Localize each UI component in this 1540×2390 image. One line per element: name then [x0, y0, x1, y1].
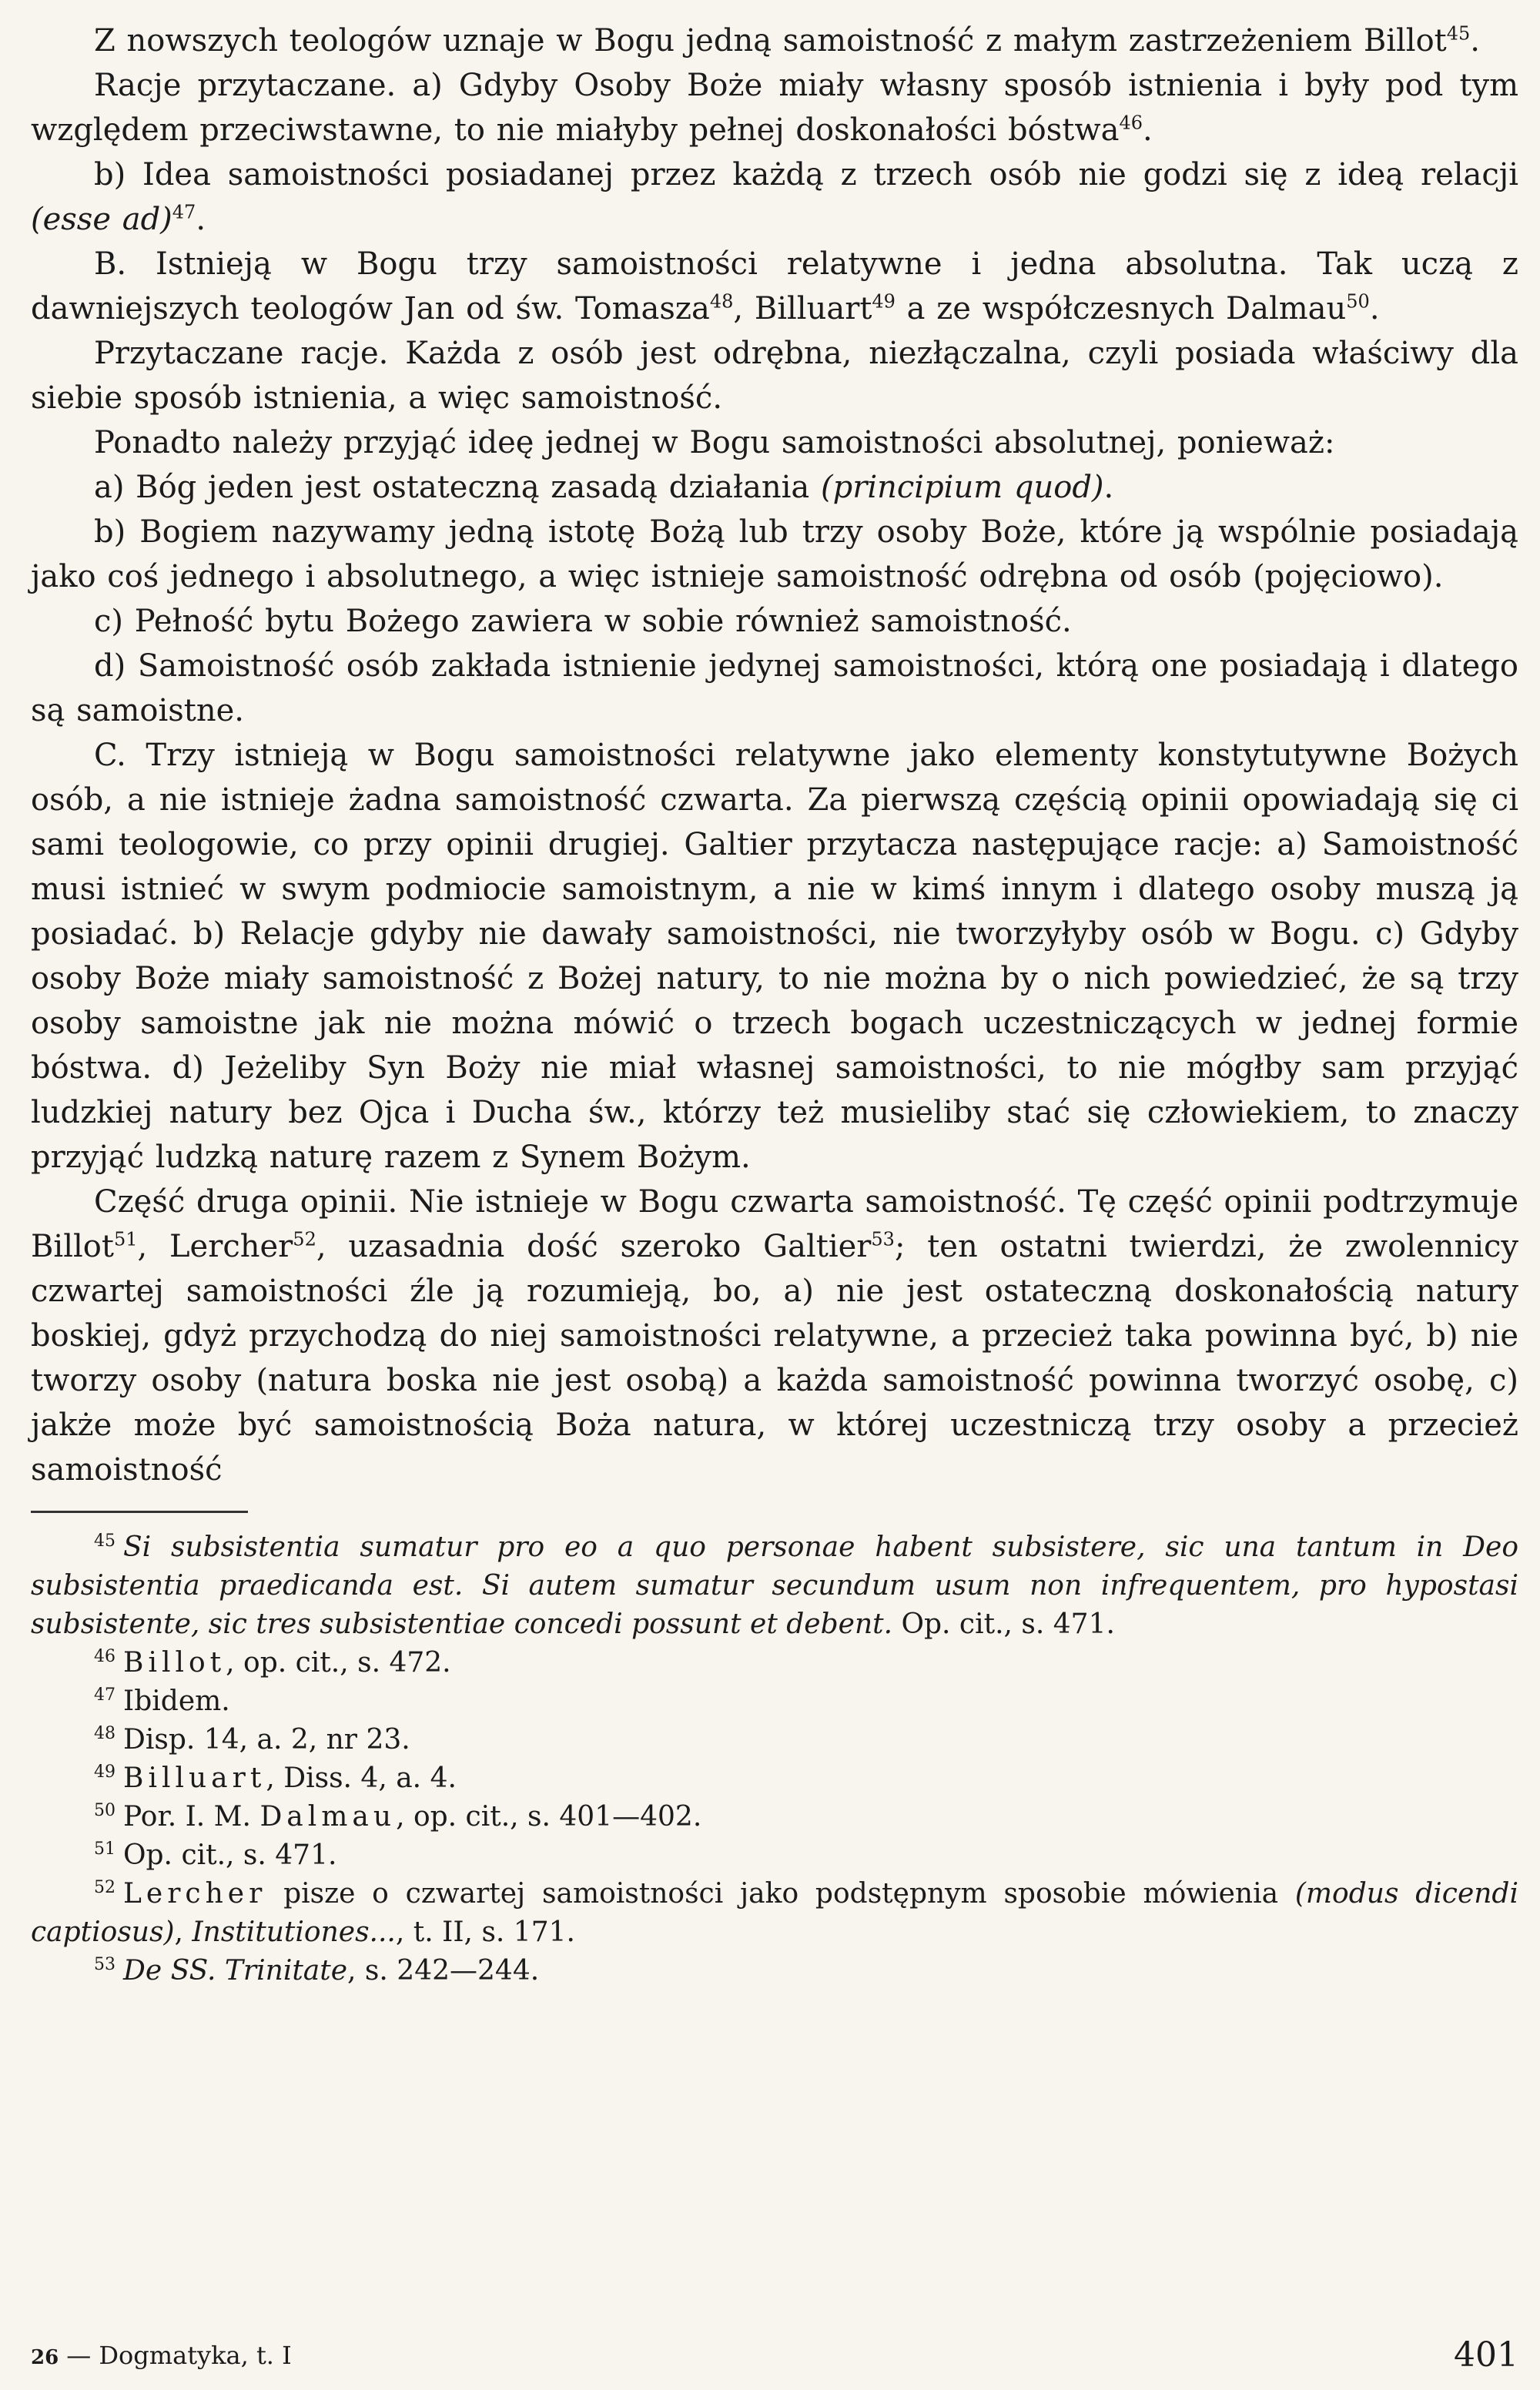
footnote-separator — [31, 1511, 248, 1513]
footnote-ref: 51 — [113, 1228, 138, 1250]
body-text — [31, 18, 1518, 1492]
italic-run: Si subsistentia sumatur pro eo a quo personae habent subsistere, sic una tantum in Deo subsistentia praedicanda est. Si autem sumatur secundum usum non infrequentem, pro hypostasi subsistente, sic tres subsistentiae concedi possunt et debent. — [31, 1531, 1518, 1640]
text-run: , op. cit., s. 472. — [226, 1647, 451, 1679]
footnote — [31, 1875, 1518, 1952]
paragraph — [31, 63, 1518, 152]
paragraph — [31, 599, 1518, 644]
paragraph — [31, 18, 1518, 63]
text-run: Część druga opinii. Nie istnieje w Bogu czwarta samoistność. Tę część opinii podtrzymuje Billot — [31, 1184, 1518, 1264]
text-run: . — [1470, 23, 1481, 59]
footnote-number: 49 — [94, 1762, 116, 1782]
footnote — [31, 1528, 1518, 1644]
text-run: , Lercher — [137, 1229, 293, 1264]
text-run: , Billuart — [733, 291, 872, 326]
italic-run: (principium quod) — [820, 470, 1104, 505]
footnote-number: 53 — [94, 1955, 116, 1974]
text-run: Ibidem. — [123, 1685, 230, 1717]
footnote-ref: 50 — [1346, 290, 1370, 313]
paragraph — [31, 644, 1518, 733]
footnote-ref: 52 — [293, 1228, 316, 1250]
text-run: Ponadto należy przyjąć ideę jednej w Bogu samoistności absolutnej, ponieważ: — [94, 425, 1335, 460]
text-run: Op. cit., s. 471. — [892, 1608, 1115, 1640]
printer-signature — [31, 2341, 292, 2370]
italic-run: Institutiones... — [192, 1916, 396, 1948]
text-run: ; ten ostatni twierdzi, że zwolennicy czwartej samoistności źle ją rozumieją, bo, a) nie jest ostateczną doskonałością natury boskiej, gdyż przychodzą do niej samoistności relatywne, a przecież taka powinna być, b) nie tworzy osoby (natura boska nie jest osobą) a każda samoistność powinna tworzyć osobę, c) jakże może być samoistnością Boża natura, w której uczestniczą trzy osoby a przecież samoistność — [31, 1229, 1518, 1488]
footnote — [31, 1759, 1518, 1798]
text-run: , s. 242—244. — [347, 1955, 540, 1987]
text-run: Racje przytaczane. a) Gdyby Osoby Boże miały własny sposób istnienia i były pod tym względem przeciwstawne, to nie miałyby pełnej doskonałości bóstwa — [31, 68, 1518, 148]
author-name: Billuart — [123, 1762, 266, 1794]
footnote-ref: 49 — [872, 290, 896, 313]
author-name: Lercher — [123, 1878, 267, 1910]
footnote-number: 52 — [94, 1878, 116, 1897]
text-run: . — [1142, 112, 1153, 148]
author-name: Billot — [123, 1647, 226, 1679]
text-run: , op. cit., s. 401—402. — [396, 1801, 702, 1833]
footnote-number: 46 — [94, 1647, 116, 1666]
text-run: . — [1369, 291, 1380, 326]
paragraph — [31, 465, 1518, 510]
text-run: , Diss. 4, a. 4. — [266, 1762, 457, 1794]
text-run: Por. I. M. — [123, 1801, 260, 1833]
page-number: 401 — [1454, 2335, 1518, 2375]
paragraph — [31, 420, 1518, 465]
text-run: , — [174, 1916, 192, 1948]
italic-run: (esse ad) — [31, 202, 172, 237]
signature-text: — Dogmatyka, t. I — [66, 2341, 292, 2370]
text-run: a ze współczesnych Dalmau — [895, 291, 1347, 326]
footnote-ref: 48 — [709, 290, 734, 313]
footnote-number: 50 — [94, 1801, 116, 1820]
footnote — [31, 1721, 1518, 1759]
footnote-ref: 47 — [172, 201, 196, 223]
paragraph — [31, 510, 1518, 599]
text-run: B. Istnieją w Bogu trzy samoistności relatywne i jedna absolutna. Tak uczą z dawniejszych teologów Jan od św. Tomasza — [31, 246, 1518, 326]
text-run: c) Pełność bytu Bożego zawiera w sobie również samoistność. — [94, 604, 1072, 639]
footnote-ref: 45 — [1446, 22, 1471, 45]
text-run: a) Bóg jeden jest ostateczną zasadą działania — [94, 470, 821, 505]
paragraph — [31, 152, 1518, 242]
italic-run: De SS. Trinitate — [123, 1955, 348, 1987]
text-run: Z nowszych teologów uznaje w Bogu jedną samoistność z małym zastrzeżeniem Billot — [94, 23, 1447, 59]
text-run: , uzasadnia dość szeroko Galtier — [316, 1229, 872, 1264]
paragraph — [31, 733, 1518, 1180]
paragraph — [31, 331, 1518, 420]
footnote — [31, 1644, 1518, 1682]
text-run: pisze o czwartej samoistności jako podstępnym sposobie mówienia — [266, 1878, 1295, 1910]
text-run: b) Idea samoistności posiadanej przez każdą z trzech osób nie godzi się z ideą relacji — [94, 157, 1518, 192]
signature-number: 26 — [31, 2346, 59, 2369]
footnotes — [31, 1528, 1518, 1990]
footnote-number: 51 — [94, 1839, 116, 1859]
paragraph — [31, 242, 1518, 331]
text-run: . — [1103, 470, 1114, 505]
footnote-ref: 46 — [1119, 112, 1143, 134]
footnote-number: 47 — [94, 1685, 116, 1705]
text-run: b) Bogiem nazywamy jedną istotę Bożą lub trzy osoby Boże, które ją wspólnie posiadają jako coś jednego i absolutnego, a więc istnieje samoistność odrębna od osób (pojęciowo). — [31, 514, 1518, 594]
footnote — [31, 1682, 1518, 1721]
text-run: C. Trzy istnieją w Bogu samoistności relatywne jako elementy konstytutywne Bożych osób, a nie istnieje żadna samoistność czwarta. Za pierwszą częścią opinii opowiadają się ci sami teologowie, co przy opinii drugiej. Galtier przytacza następujące racje: a) Samoistność musi istnieć w swym podmiocie samoistnym, a nie w kimś innym i dlatego osoby muszą ją posiadać. b) Relacje gdyby nie dawały samoistności, nie tworzyłyby osób w Bogu. c) Gdyby osoby Boże miały samoistność z Bożej natury, to nie można by o nich powiedzieć, że są trzy osoby samoistne jak nie można mówić o trzech bogach uczestniczących w jednej formie bóstwa. d) Jeżeliby Syn Boży nie miał własnej samoistności, to nie mógłby sam przyjąć ludzkiej natury bez Ojca i Ducha św., którzy też musieliby stać się człowiekiem, to znaczy przyjąć ludzką naturę razem z Synem Bożym. — [31, 738, 1518, 1175]
footnote — [31, 1798, 1518, 1836]
footnote-number: 48 — [94, 1724, 116, 1743]
text-run: Przytaczane racje. Każda z osób jest odrębna, niezłączalna, czyli posiada właściwy dla siebie sposób istnienia, a więc samoistność. — [31, 336, 1518, 416]
footnote — [31, 1836, 1518, 1875]
text-run: d) Samoistność osób zakłada istnienie jedynej samoistności, którą one posiadają i dlatego są samoistne. — [31, 648, 1518, 728]
text-run: , t. II, s. 171. — [395, 1916, 575, 1948]
page — [31, 18, 1518, 2375]
text-run: Op. cit., s. 471. — [123, 1839, 337, 1871]
italic-run: (modus dicendi captiosus) — [31, 1878, 1518, 1948]
page-footer — [31, 2328, 1518, 2375]
text-run: . — [196, 202, 206, 237]
footnote-ref: 53 — [871, 1228, 895, 1250]
footnote — [31, 1952, 1518, 1990]
paragraph — [31, 1180, 1518, 1492]
text-run: Disp. 14, a. 2, nr 23. — [123, 1724, 410, 1756]
author-name: Dalmau — [259, 1801, 397, 1833]
footnote-number: 45 — [94, 1531, 116, 1551]
